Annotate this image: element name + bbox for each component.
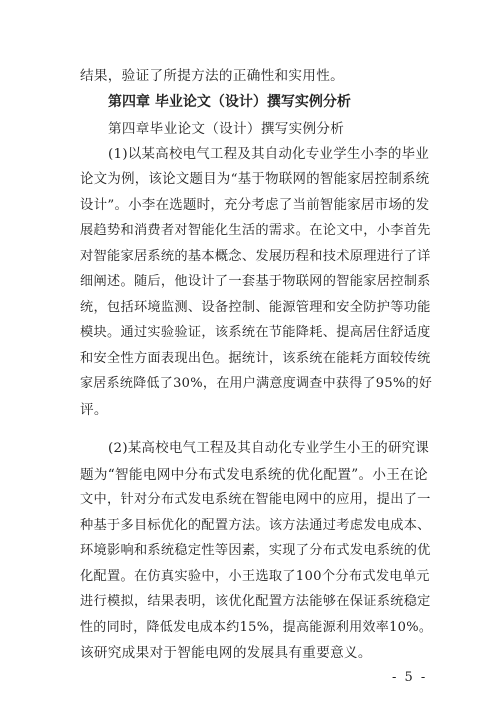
paragraph-line: 化配置。在仿真实验中，小王选取了100个分布式发电单元 (80, 569, 430, 584)
paragraph-line: 种基于多目标优化的配置方法。该方法通过考虑发电成本、 (80, 518, 431, 533)
paragraph-line: 细阐述。随后，他设计了一套基于物联网的智能家居控制系 (80, 274, 431, 289)
paragraph-line: 论文为例，该论文题目为“基于物联网的智能家居控制系统 (80, 172, 430, 187)
paragraph-line: 文中，针对分布式发电系统在智能电网中的应用，提出了一 (80, 492, 431, 507)
paragraph-line: (1)以某高校电气工程及其自动化专业学生小李的毕业 (108, 147, 430, 162)
paragraph-line: 家居系统降低了30%，在用户满意度调查中获得了95%的好 (80, 376, 433, 391)
paragraph-line: 性的同时，降低发电成本约15%，提高能源利用效率10%。 (80, 620, 433, 635)
page-number: - 5 - (392, 670, 428, 685)
paragraph-line: 统，包括环境监测、设备控制、能源管理和安全防护等功能 (80, 300, 431, 315)
chapter-heading: 第四章 毕业论文（设计）撰写实例分析 (108, 94, 351, 110)
intro-line: 结果，验证了所提方法的正确性和实用性。 (80, 68, 344, 84)
paragraph-line: 环境影响和系统稳定性等因素，实现了分布式发电系统的优 (80, 543, 431, 558)
paragraph-line: 评。 (80, 402, 108, 418)
paragraph-line: 题为“智能电网中分布式发电系统的优化配置”。小王在论 (80, 467, 428, 483)
paragraph-line: 展趋势和消费者对智能化生活的需求。在论文中，小李首先 (80, 223, 431, 238)
paragraph-line: 该研究成果对于智能电网的发展具有重要意义。 (80, 645, 372, 661)
paragraph-line: 进行模拟，结果表明，该优化配置方法能够在保证系统稳定 (80, 594, 431, 609)
paragraph-line: (2)某高校电气工程及其自动化专业学生小王的研究课 (108, 441, 430, 456)
paragraph-line: 对智能家居系统的基本概念、发展历程和技术原理进行了详 (80, 249, 431, 264)
chapter-subheading: 第四章毕业论文（设计）撰写实例分析 (108, 121, 345, 137)
paragraph-line: 和安全性方面表现出色。据统计，该系统在能耗方面较传统 (80, 351, 431, 366)
paragraph-line: 模块。通过实验验证，该系统在节能降耗、提高居住舒适度 (80, 325, 431, 340)
paragraph-line: 设计”。小李在选题时，充分考虑了当前智能家居市场的发 (80, 198, 430, 213)
